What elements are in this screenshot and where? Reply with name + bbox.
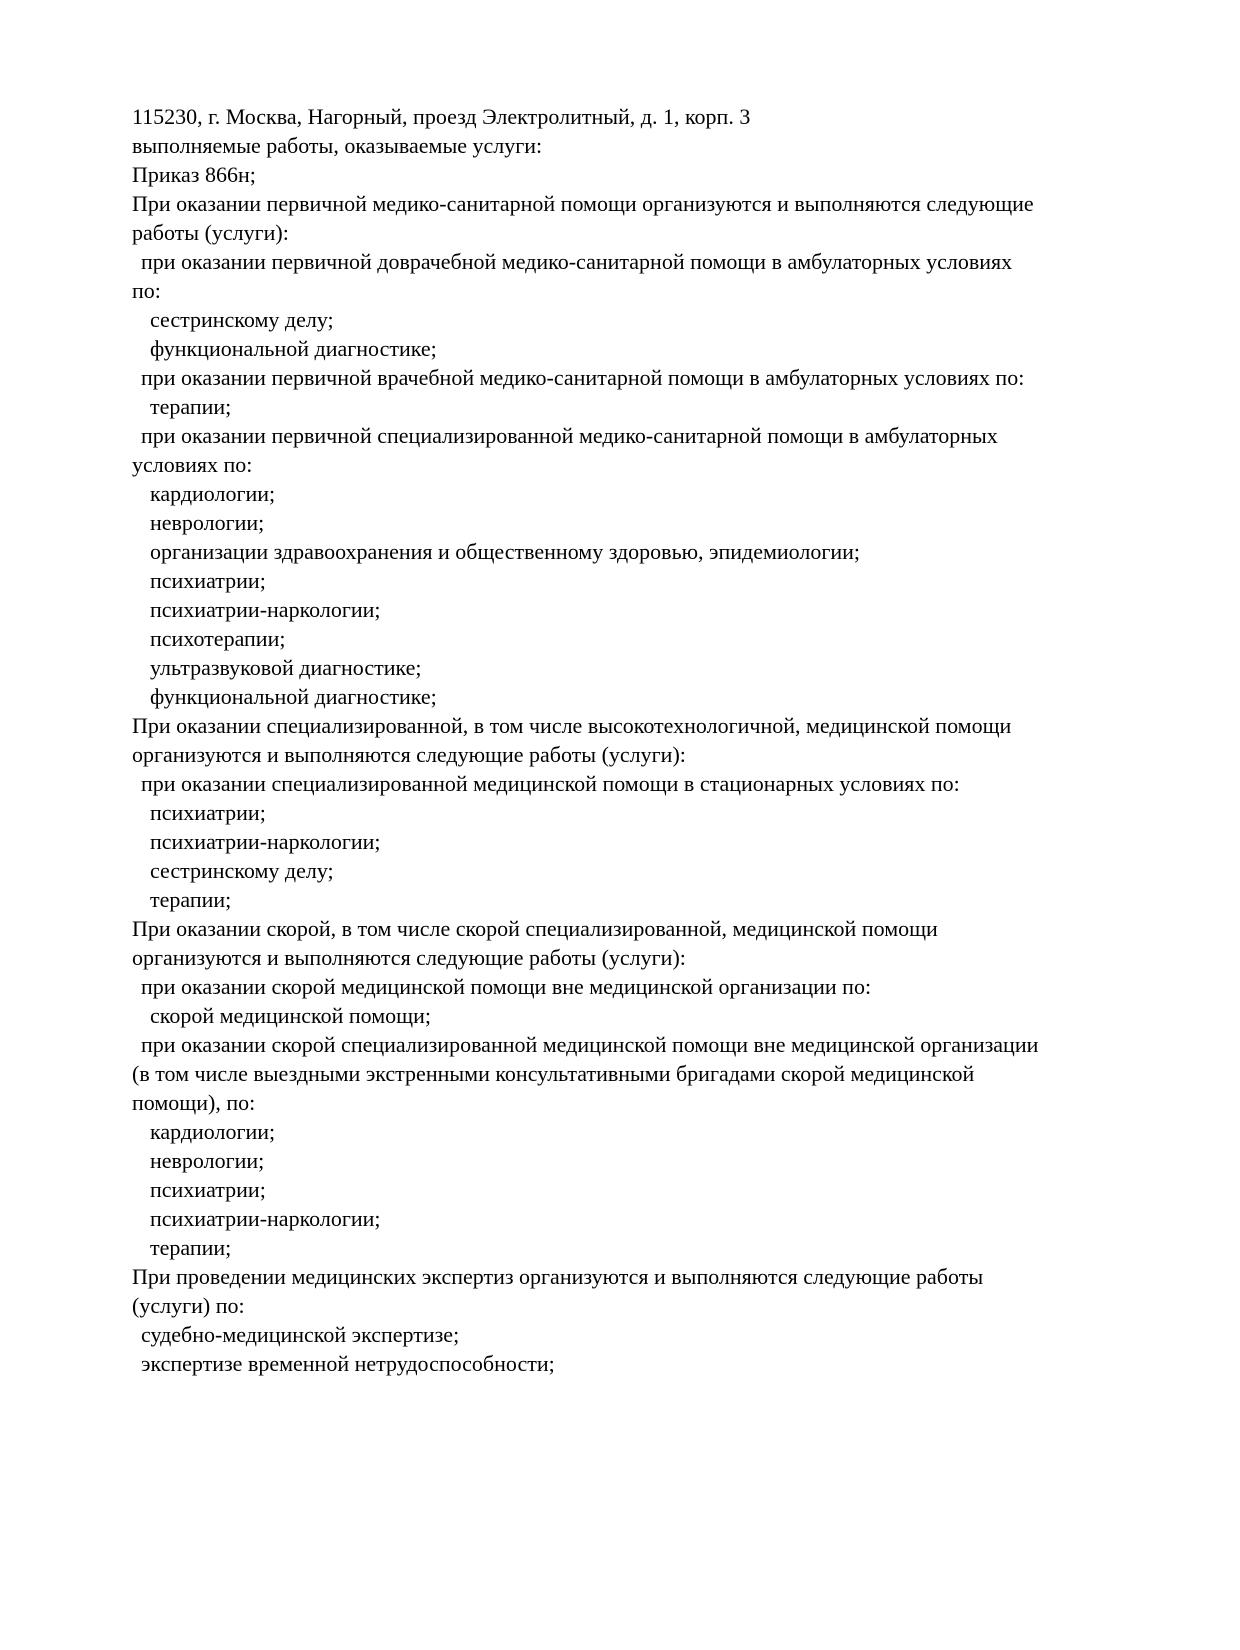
text-line: психиатрии;: [150, 800, 266, 825]
text-line: терапии;: [150, 394, 232, 419]
text-line: кардиологии;: [150, 1119, 276, 1144]
text-line: организуются и выполняются следующие работы (услуги):: [132, 742, 686, 767]
text-line: при оказании первичной специализированной медико-санитарной помощи в амбулаторных: [141, 423, 998, 448]
text-line: функциональной диагностике;: [150, 684, 437, 709]
text-line: организации здравоохранения и общественному здоровью, эпидемиологии;: [150, 539, 861, 564]
text-line: при оказании первичной врачебной медико-санитарной помощи в амбулаторных условиях по:: [141, 365, 1025, 390]
text-line: психиатрии-наркологии;: [150, 829, 381, 854]
text-line: Приказ 866н;: [132, 162, 256, 187]
text-line: психотерапии;: [150, 626, 286, 651]
text-line: психиатрии;: [150, 568, 266, 593]
text-line: при оказании первичной доврачебной медико-санитарной помощи в амбулаторных условиях: [141, 249, 1013, 274]
text-line: сестринскому делу;: [150, 307, 334, 332]
text-line: при оказании скорой медицинской помощи вне медицинской организации по:: [141, 974, 872, 999]
text-line: сестринскому делу;: [150, 858, 334, 883]
text-line: (в том числе выездными экстренными консультативными бригадами скорой медицинской: [132, 1061, 975, 1086]
text-line: терапии;: [150, 1235, 232, 1260]
text-line: неврологии;: [150, 510, 265, 535]
text-line: организуются и выполняются следующие работы (услуги):: [132, 945, 686, 970]
text-line: по:: [132, 278, 161, 303]
text-line: При оказании первичной медико-санитарной помощи организуются и выполняются следующие: [132, 191, 1034, 216]
text-line: 115230, г. Москва, Нагорный, проезд Электролитный, д. 1, корп. 3: [132, 104, 751, 129]
document-body: [132, 102, 1200, 1378]
text-line: психиатрии-наркологии;: [150, 597, 381, 622]
text-line: кардиологии;: [150, 481, 276, 506]
text-line: судебно-медицинской экспертизе;: [141, 1322, 460, 1347]
text-line: При проведении медицинских экспертиз организуются и выполняются следующие работы: [132, 1264, 984, 1289]
text-line: психиатрии-наркологии;: [150, 1206, 381, 1231]
text-line: При оказании скорой, в том числе скорой специализированной, медицинской помощи: [132, 916, 938, 941]
text-line: неврологии;: [150, 1148, 265, 1173]
text-line: ультразвуковой диагностике;: [150, 655, 422, 680]
text-line: терапии;: [150, 887, 232, 912]
text-line: выполняемые работы, оказываемые услуги:: [132, 133, 543, 158]
text-line: функциональной диагностике;: [150, 336, 437, 361]
text-line: При оказании специализированной, в том числе высокотехнологичной, медицинской помощи: [132, 713, 1012, 738]
text-line: условиях по:: [132, 452, 253, 477]
text-line: экспертизе временной нетрудоспособности;: [141, 1351, 555, 1376]
text-line: скорой медицинской помощи;: [150, 1003, 432, 1028]
text-line: работы (услуги):: [132, 220, 289, 245]
text-line: помощи), по:: [132, 1090, 256, 1115]
text-line: при оказании скорой специализированной медицинской помощи вне медицинской организации: [141, 1032, 1039, 1057]
text-line: психиатрии;: [150, 1177, 266, 1202]
text-line: (услуги) по:: [132, 1293, 245, 1318]
text-line: при оказании специализированной медицинской помощи в стационарных условиях по:: [141, 771, 960, 796]
